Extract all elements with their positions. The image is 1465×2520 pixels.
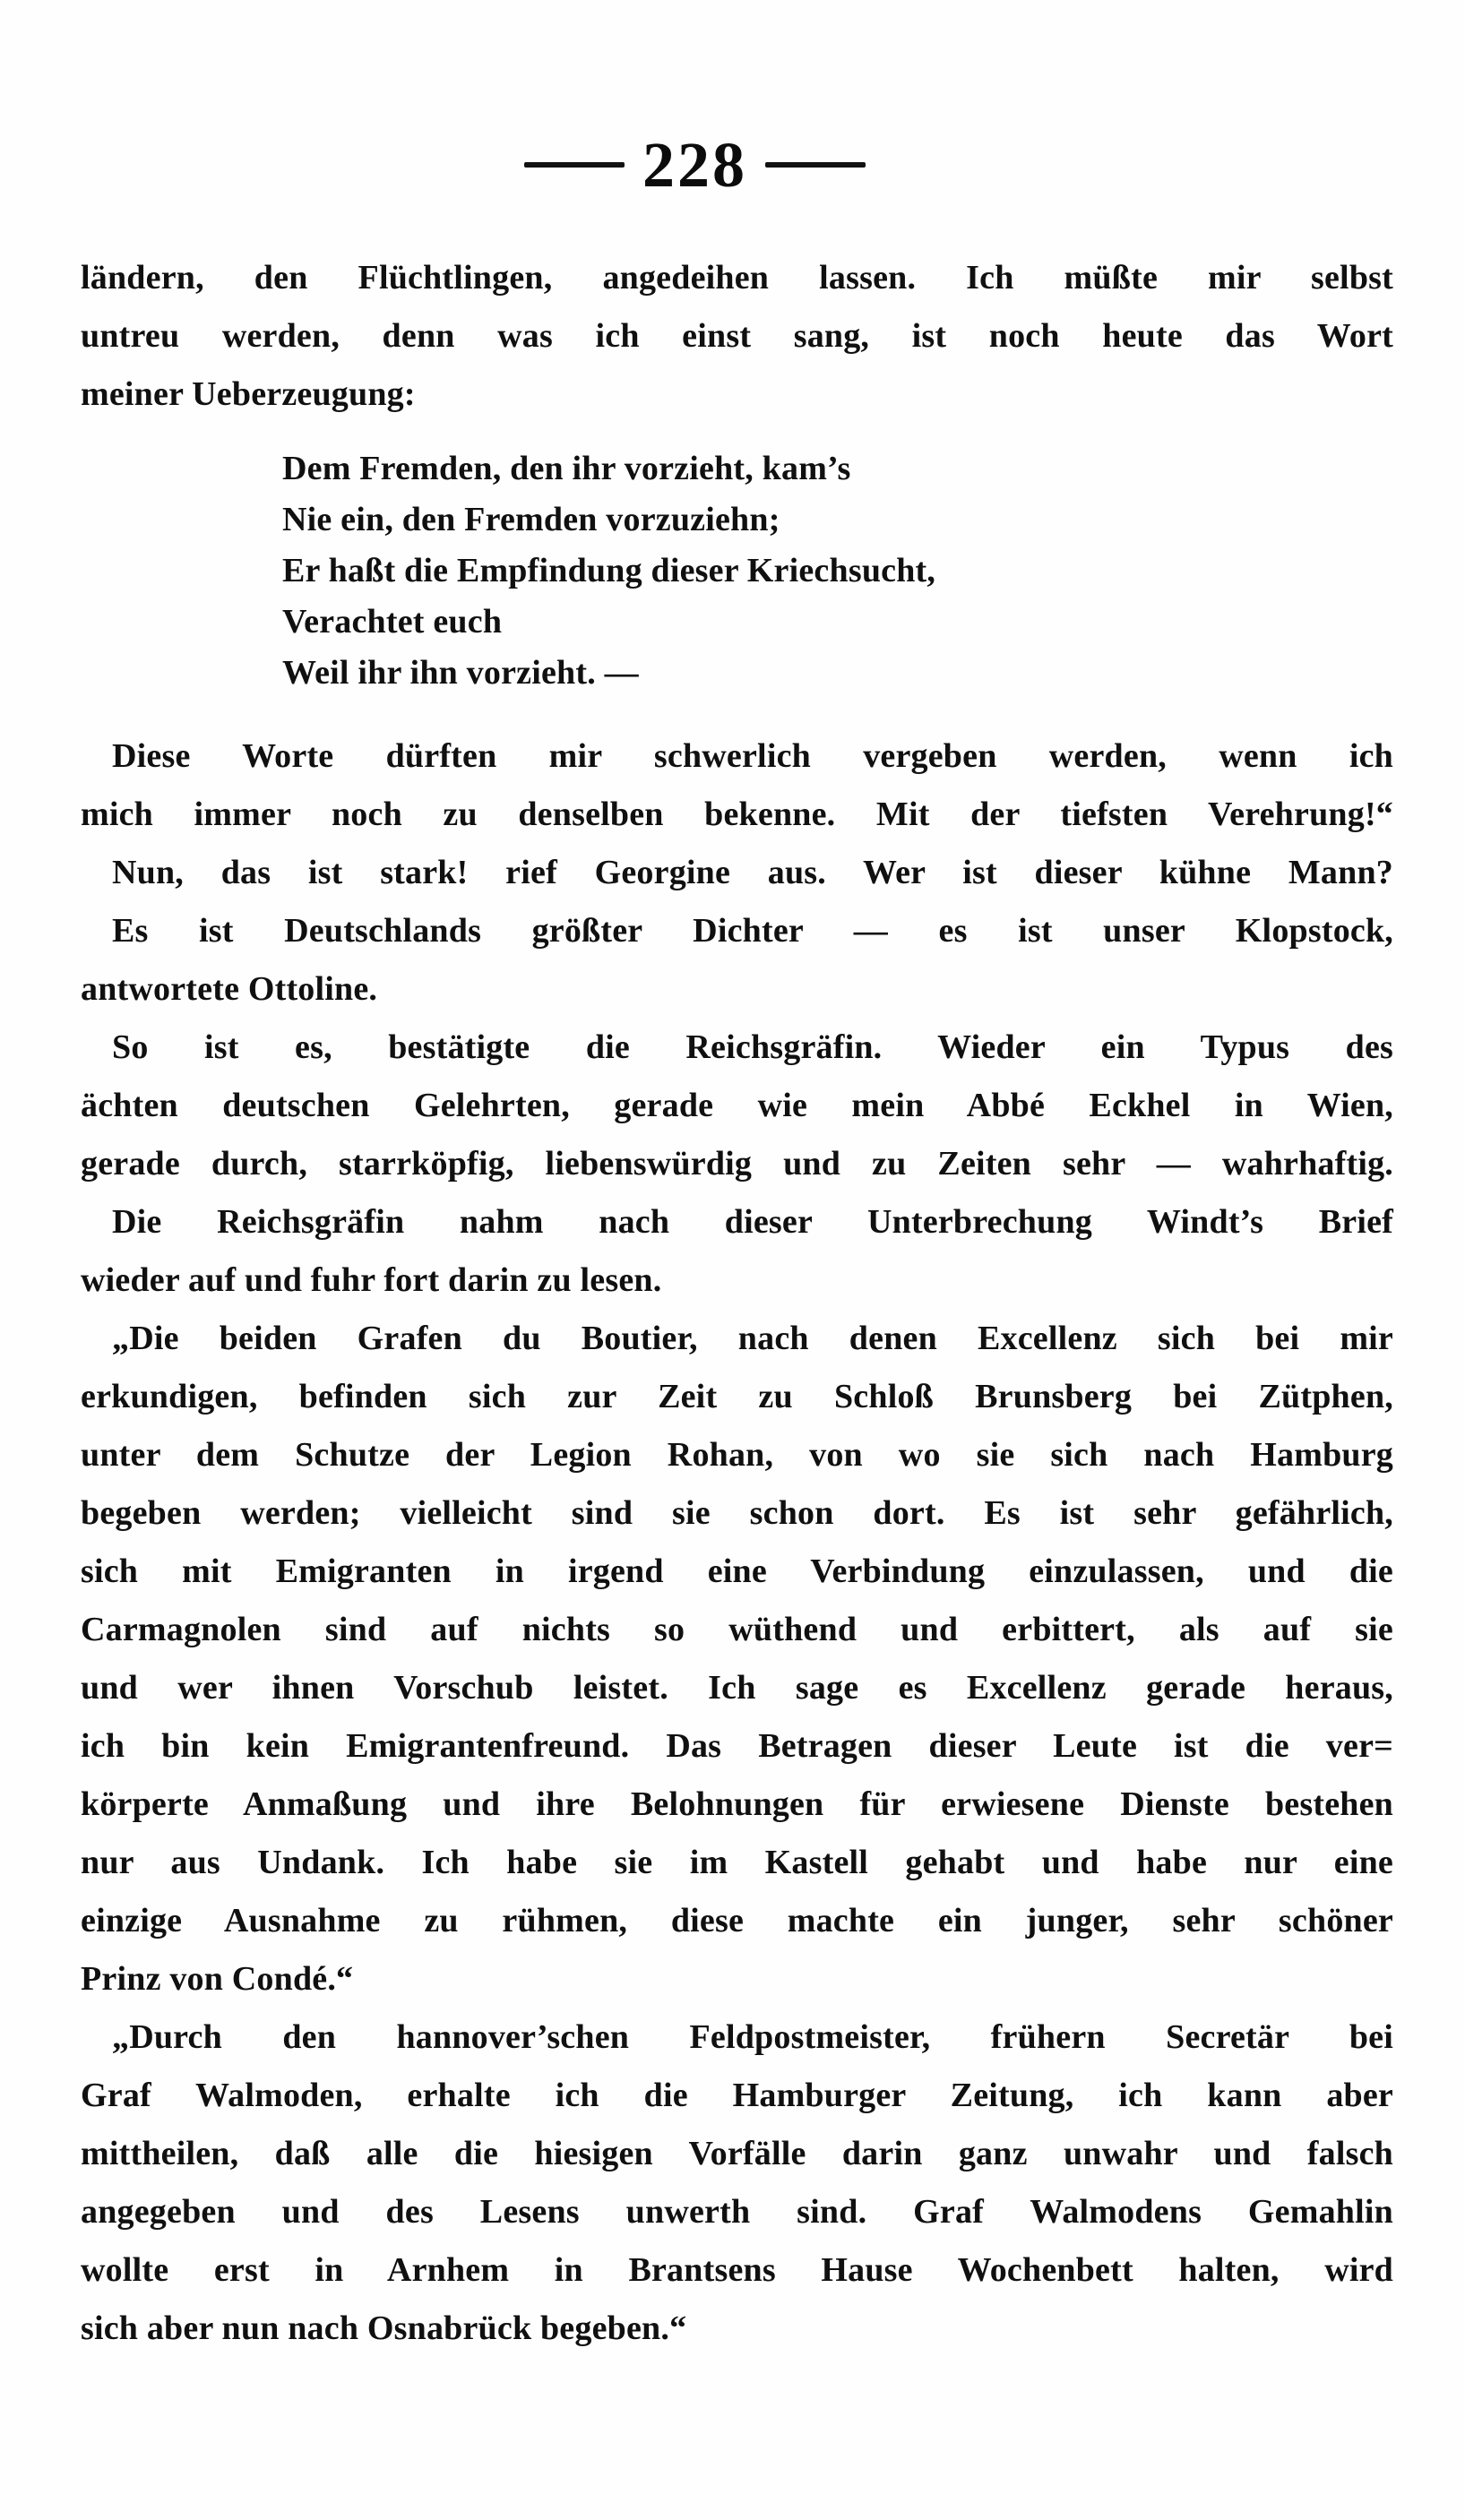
text-line: sich aber nun nach Osnabrück begeben.“ bbox=[81, 2309, 687, 2347]
text-line: So ist es, bestätigte die Reichsgräfin. Wieder ein Typus des bbox=[112, 1028, 1393, 1066]
header-rule-left bbox=[524, 162, 625, 168]
text-line: Die Reichsgräfin nahm nach dieser Unterbrechung Windt’s Brief bbox=[112, 1203, 1393, 1241]
text-line: meiner Ueberzeugung: bbox=[81, 375, 416, 413]
text-line: angegeben und des Lesens unwerth sind. Graf Walmodens Gemahlin bbox=[81, 2193, 1393, 2231]
text-line: mittheilen, daß alle die hiesigen Vorfälle darin ganz unwahr und falsch bbox=[81, 2135, 1393, 2172]
paragraph-reichsgraefin-bestaetigung bbox=[81, 1019, 1393, 1193]
header-rule-right bbox=[765, 162, 866, 168]
text-line: körperte Anmaßung und ihre Belohnungen für erwiesene Dienste bestehen bbox=[81, 1785, 1393, 1823]
text-line: unter dem Schutze der Legion Rohan, von wo sie sich nach Hamburg bbox=[81, 1436, 1393, 1474]
paragraph-feldpostmeister bbox=[81, 2008, 1393, 2358]
text-block bbox=[81, 249, 1393, 2358]
paragraph-klopstock bbox=[81, 902, 1393, 1019]
text-line: sich mit Emigranten in irgend eine Verbindung einzulassen, und die bbox=[81, 1552, 1393, 1590]
text-line: ländern, den Flüchtlingen, angedeihen lassen. Ich müßte mir selbst bbox=[81, 259, 1393, 297]
page-header bbox=[0, 129, 1427, 201]
text-line: Carmagnolen sind auf nichts so wüthend und erbittert, als auf sie bbox=[81, 1611, 1393, 1648]
text-line: Graf Walmoden, erhalte ich die Hamburger Zeitung, ich kann aber bbox=[81, 2077, 1393, 2114]
text-line: untreu werden, denn was ich einst sang, ist noch heute das Wort bbox=[81, 317, 1393, 355]
text-line: „Die beiden Grafen du Boutier, nach denen Excellenz sich bei mir bbox=[112, 1320, 1393, 1357]
paragraph-diese-worte bbox=[81, 727, 1393, 844]
text-line: ich bin kein Emigrantenfreund. Das Betragen dieser Leute ist die ver= bbox=[81, 1727, 1393, 1765]
paragraph-georgine bbox=[81, 844, 1393, 902]
paragraph-continuation bbox=[81, 249, 1393, 424]
paragraph-grafen-du-boutier bbox=[81, 1310, 1393, 2008]
text-line: Er haßt die Empfindung dieser Kriechsucht, bbox=[282, 552, 936, 589]
text-line: Prinz von Condé.“ bbox=[81, 1960, 354, 1998]
page-number: 228 bbox=[642, 129, 747, 201]
text-line: mich immer noch zu denselben bekenne. Mit der tiefsten Verehrung!“ bbox=[81, 796, 1393, 833]
text-line: gerade durch, starrköpfig, liebenswürdig und zu Zeiten sehr — wahrhaftig. bbox=[81, 1145, 1393, 1183]
text-line: erkundigen, befinden sich zur Zeit zu Schloß Brunsberg bei Zütphen, bbox=[81, 1378, 1393, 1415]
text-line: und wer ihnen Vorschub leistet. Ich sage es Excellenz gerade heraus, bbox=[81, 1669, 1393, 1707]
verse-quotation bbox=[282, 443, 1393, 699]
text-line: einzige Ausnahme zu rühmen, diese machte ein junger, sehr schöner bbox=[81, 1902, 1393, 1939]
text-line: Verachtet euch bbox=[282, 603, 503, 641]
paragraph-brief-fortsetzung bbox=[81, 1193, 1393, 1310]
text-line: antwortete Ottoline. bbox=[81, 970, 378, 1008]
text-line: wollte erst in Arnhem in Brantsens Hause Wochenbett halten, wird bbox=[81, 2251, 1393, 2289]
text-line: „Durch den hannover’schen Feldpostmeister, frühern Secretär bei bbox=[112, 2018, 1393, 2056]
text-line: Nie ein, den Fremden vorzuziehn; bbox=[282, 501, 780, 538]
text-line: Dem Fremden, den ihr vorzieht, kam’s bbox=[282, 450, 851, 487]
text-line: wieder auf und fuhr fort darin zu lesen. bbox=[81, 1261, 662, 1299]
text-line: begeben werden; vielleicht sind sie schon dort. Es ist sehr gefährlich, bbox=[81, 1494, 1393, 1532]
text-line: Weil ihr ihn vorzieht. — bbox=[282, 654, 639, 692]
text-line: nur aus Undank. Ich habe sie im Kastell gehabt und habe nur eine bbox=[81, 1844, 1393, 1881]
text-line: Nun, das ist stark! rief Georgine aus. Wer ist dieser kühne Mann? bbox=[112, 854, 1393, 891]
text-line: Es ist Deutschlands größter Dichter — es ist unser Klopstock, bbox=[112, 912, 1393, 950]
text-line: ächten deutschen Gelehrten, gerade wie mein Abbé Eckhel in Wien, bbox=[81, 1087, 1393, 1124]
text-line: Diese Worte dürften mir schwerlich vergeben werden, wenn ich bbox=[112, 737, 1393, 775]
